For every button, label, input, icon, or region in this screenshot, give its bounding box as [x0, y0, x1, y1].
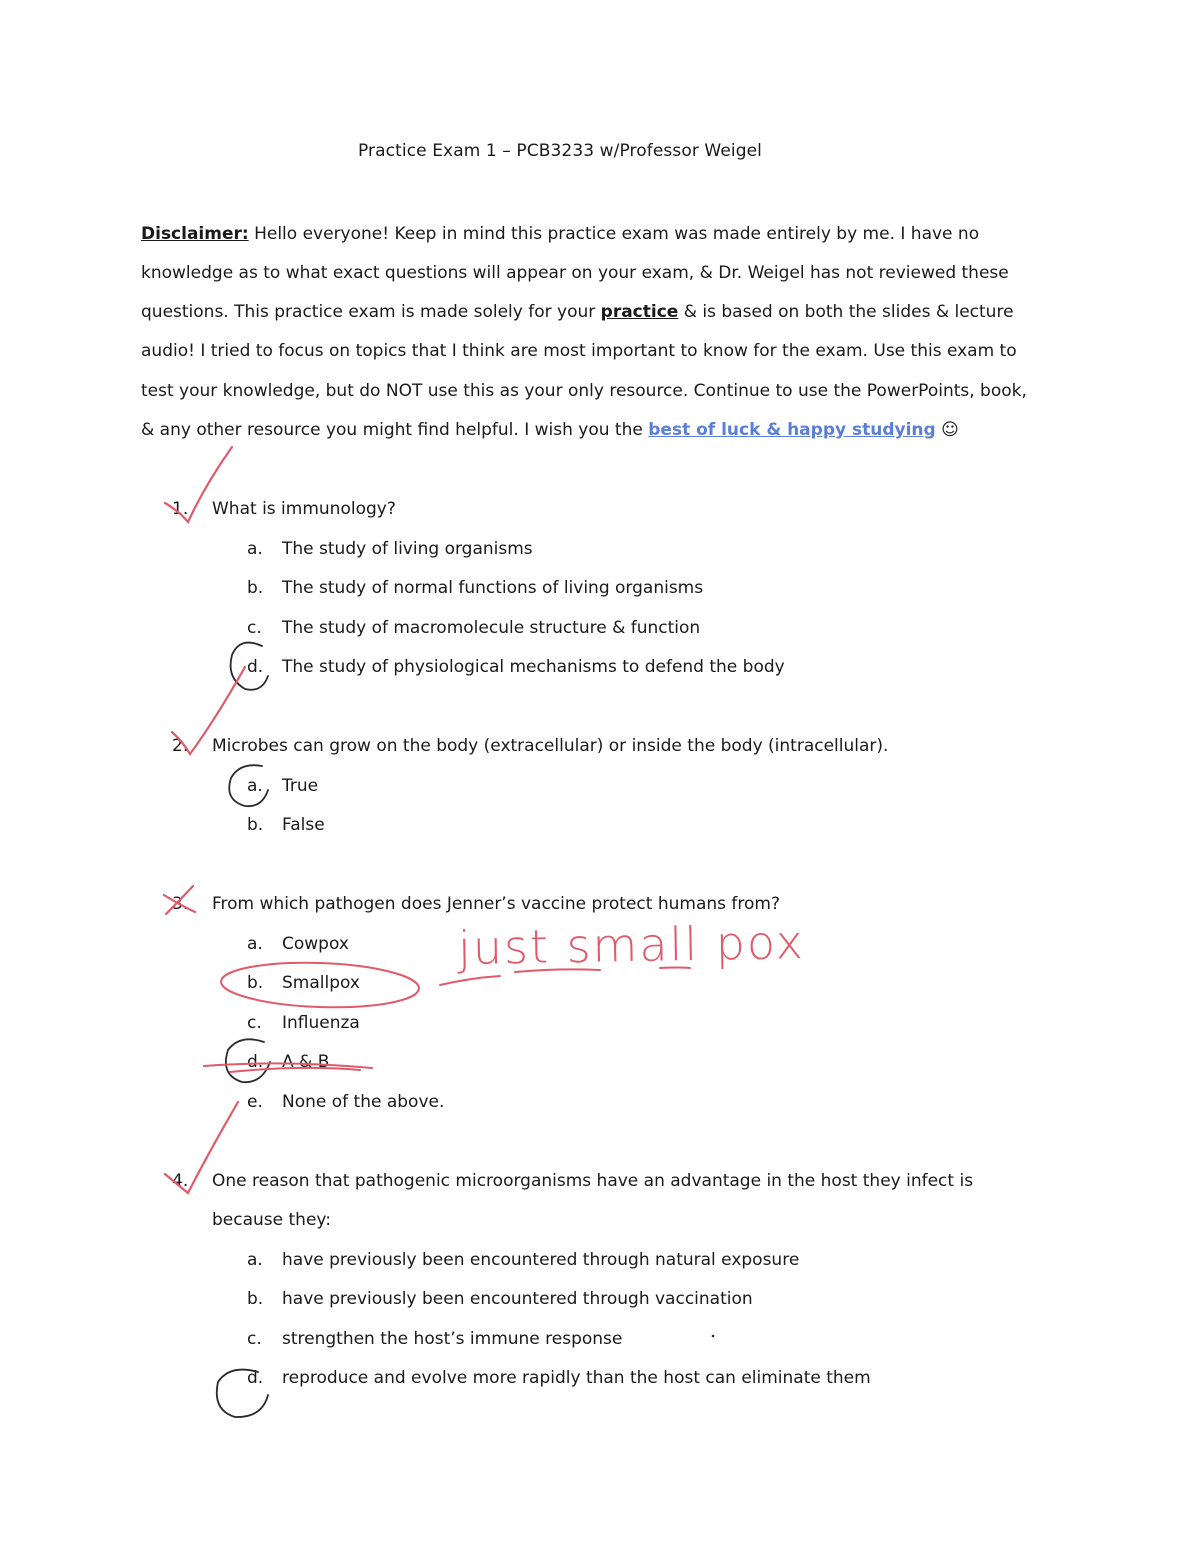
practice-word: practice	[600, 302, 679, 322]
question-3-number: 3.	[172, 894, 189, 914]
smiley-icon: ☺	[935, 420, 959, 440]
disclaimer-line-3	[141, 302, 1014, 322]
q3-option-b-text: Smallpox	[282, 973, 360, 993]
good-luck-link[interactable]: best of luck & happy studying	[648, 420, 936, 440]
q4-option-d-text: reproduce and evolve more rapidly than the host can eliminate them	[282, 1368, 871, 1388]
q1-option-b-letter: b.	[247, 578, 264, 598]
q1-option-a-letter: a.	[247, 539, 263, 559]
q3-option-a-text: Cowpox	[282, 934, 349, 954]
disclaimer-line-6	[141, 420, 959, 440]
disclaimer-line-4: audio! I tried to focus on topics that I think are most important to know for the exam. Use this exam to	[141, 341, 1017, 361]
q2-option-a-letter: a.	[247, 776, 263, 796]
handwritten-note: just small pox	[457, 914, 806, 976]
q4-option-a-letter: a.	[247, 1250, 263, 1270]
question-4-text: One reason that pathogenic microorganisms have an advantage in the host they infect is	[212, 1171, 974, 1191]
q4-option-a-text: have previously been encountered through natural exposure	[282, 1250, 800, 1270]
stray-dot	[712, 1335, 715, 1338]
disclaimer-text-1: Hello everyone! Keep in mind this practice exam was made entirely by me. I have no	[248, 224, 980, 244]
disclaimer-text-3a: questions. This practice exam is made solely for your	[141, 302, 601, 322]
q4-option-d-letter: d.	[247, 1368, 264, 1388]
q3-option-e-text: None of the above.	[282, 1092, 445, 1112]
question-2-number: 2.	[172, 736, 189, 756]
question-1-number: 1.	[172, 499, 189, 519]
q1-option-b-text: The study of normal functions of living organisms	[282, 578, 704, 598]
q2-option-b-letter: b.	[247, 815, 264, 835]
q3-option-d-text: A & B	[282, 1052, 330, 1072]
q2-option-a-text: True	[282, 776, 319, 796]
question-1-text: What is immunology?	[212, 499, 396, 519]
disclaimer-line-2: knowledge as to what exact questions will appear on your exam, & Dr. Weigel has not reviewed these	[141, 263, 1009, 283]
q1-option-a-text: The study of living organisms	[282, 539, 533, 559]
disclaimer-line-1	[141, 224, 979, 244]
disclaimer-text-6a: & any other resource you might find helpful. I wish you the	[141, 420, 649, 440]
q1-option-d-letter: d.	[247, 657, 264, 677]
q1-option-d-text: The study of physiological mechanisms to defend the body	[282, 657, 785, 677]
q1-option-c-letter: c.	[247, 618, 262, 638]
question-4-number: 4.	[172, 1171, 189, 1191]
q4-option-c-text: strengthen the host’s immune response	[282, 1329, 623, 1349]
page-title: Practice Exam 1 – PCB3233 w/Professor Weigel	[358, 141, 762, 161]
disclaimer-line-5: test your knowledge, but do NOT use this as your only resource. Continue to use the PowerPoints, book,	[141, 381, 1027, 401]
q3-option-c-text: Influenza	[282, 1013, 360, 1033]
q4-option-c-letter: c.	[247, 1329, 262, 1349]
q4-option-b-letter: b.	[247, 1289, 264, 1309]
question-3-text: From which pathogen does Jenner’s vaccine protect humans from?	[212, 894, 780, 914]
disclaimer-label: Disclaimer:	[141, 224, 249, 244]
q3-option-d-letter: d.	[247, 1052, 264, 1072]
question-4-text-cont: because they:	[212, 1210, 331, 1230]
q4-option-b-text: have previously been encountered through vaccination	[282, 1289, 753, 1309]
q3-option-b-letter: b.	[247, 973, 264, 993]
q3-option-e-letter: e.	[247, 1092, 263, 1112]
q1-option-c-text: The study of macromolecule structure & function	[282, 618, 701, 638]
question-2-text: Microbes can grow on the body (extracellular) or inside the body (intracellular).	[212, 736, 889, 756]
q3-option-c-letter: c.	[247, 1013, 262, 1033]
q3-option-a-letter: a.	[247, 934, 263, 954]
disclaimer-text-3b: & is based on both the slides & lecture	[678, 302, 1014, 322]
q2-option-b-text: False	[282, 815, 325, 835]
